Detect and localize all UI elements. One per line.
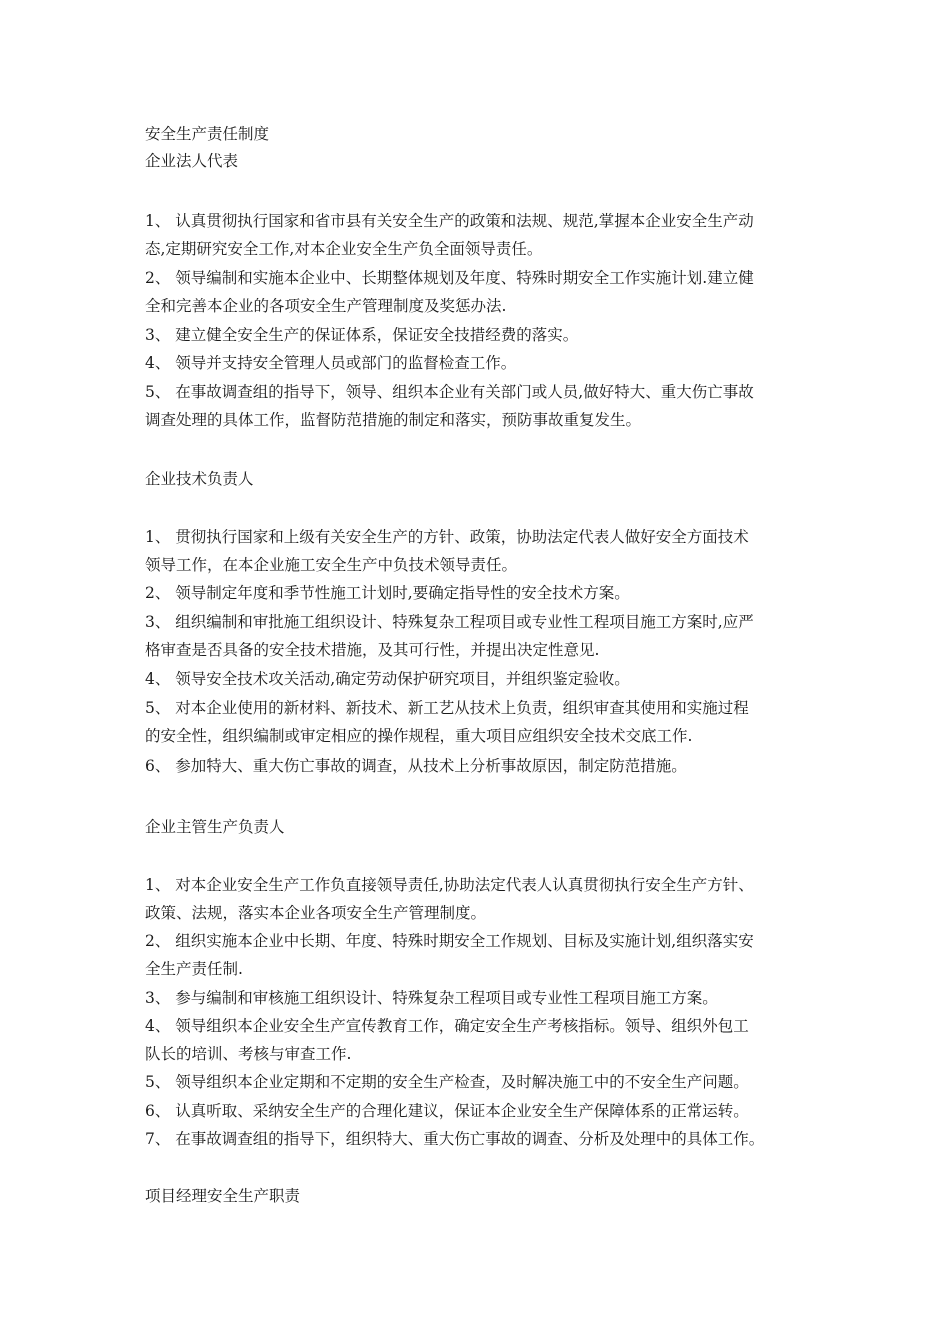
list-item-line: 全和完善本企业的各项安全生产管理制度及奖惩办法. — [145, 297, 507, 315]
list-item-line: 2、 领导编制和实施本企业中、长期整体规划及年度、特殊时期安全工作实施计划.建立健 — [145, 269, 754, 287]
list-item-line: 格审查是否具备的安全技术措施，及其可行性，并提出决定性意见. — [145, 641, 600, 659]
list-item-line: 4、 领导组织本企业安全生产宣传教育工作，确定安全生产考核指标。领导、组织外包工 — [145, 1017, 749, 1035]
list-item-line: 7、 在事故调查组的指导下，组织特大、重大伤亡事故的调查、分析及处理中的具体工作。 — [145, 1130, 765, 1148]
list-item-line: 4、 领导并支持安全管理人员或部门的监督检查工作。 — [145, 354, 517, 372]
list-item-line: 2、 组织实施本企业中长期、年度、特殊时期安全工作规划、目标及实施计划,组织落实安 — [145, 932, 754, 950]
list-item-line: 4、 领导安全技术攻关活动,确定劳动保护研究项目，并组织鉴定验收。 — [145, 670, 630, 688]
section-heading: 企业技术负责人 — [145, 470, 254, 488]
list-item-line: 5、 对本企业使用的新材料、新技术、新工艺从技术上负责，组织审查其使用和实施过程 — [145, 699, 749, 717]
list-item-line: 2、 领导制定年度和季节性施工计划时,要确定指导性的安全技术方案。 — [145, 584, 630, 602]
list-item-line: 3、 组织编制和审批施工组织设计、特殊复杂工程项目或专业性工程项目施工方案时,应严 — [145, 613, 754, 631]
list-item-line: 5、 在事故调查组的指导下，领导、组织本企业有关部门或人员,做好特大、重大伤亡事故 — [145, 383, 754, 401]
list-item-line: 全生产责任制. — [145, 960, 243, 978]
list-item-line: 6、 参加特大、重大伤亡事故的调查，从技术上分析事故原因，制定防范措施。 — [145, 757, 687, 775]
list-item-line: 队长的培训、考核与审查工作. — [145, 1045, 352, 1063]
list-item-line: 领导工作，在本企业施工安全生产中负技术领导责任。 — [145, 556, 518, 574]
list-item-line: 1、 对本企业安全生产工作负直接领导责任,协助法定代表人认真贯彻执行安全生产方针、 — [145, 876, 754, 894]
section-heading: 企业法人代表 — [145, 152, 239, 170]
list-item-line: 1、 贯彻执行国家和上级有关安全生产的方针、政策，协助法定代表人做好安全方面技术 — [145, 528, 749, 546]
document-title: 安全生产责任制度 — [145, 125, 270, 143]
list-item-line: 政策、法规，落实本企业各项安全生产管理制度。 — [145, 904, 487, 922]
section-heading: 项目经理安全生产职责 — [145, 1187, 301, 1205]
list-item-line: 5、 领导组织本企业定期和不定期的安全生产检查，及时解决施工中的不安全生产问题。 — [145, 1073, 749, 1091]
list-item-line: 3、 建立健全安全生产的保证体系，保证安全技措经费的落实。 — [145, 326, 579, 344]
list-item-line: 调查处理的具体工作，监督防范措施的制定和落实，预防事故重复发生。 — [145, 411, 642, 429]
list-item-line: 的安全性，组织编制或审定相应的操作规程，重大项目应组织安全技术交底工作. — [145, 727, 693, 745]
list-item-line: 6、 认真听取、采纳安全生产的合理化建议，保证本企业安全生产保障体系的正常运转。 — [145, 1102, 749, 1120]
list-item-line: 态,定期研究安全工作,对本企业安全生产负全面领导责任。 — [145, 240, 543, 258]
list-item-line: 1、 认真贯彻执行国家和省市县有关安全生产的政策和法规、规范,掌握本企业安全生产动 — [145, 212, 754, 230]
list-item-line: 3、 参与编制和审核施工组织设计、特殊复杂工程项目或专业性工程项目施工方案。 — [145, 989, 718, 1007]
section-heading: 企业主管生产负责人 — [145, 818, 285, 836]
